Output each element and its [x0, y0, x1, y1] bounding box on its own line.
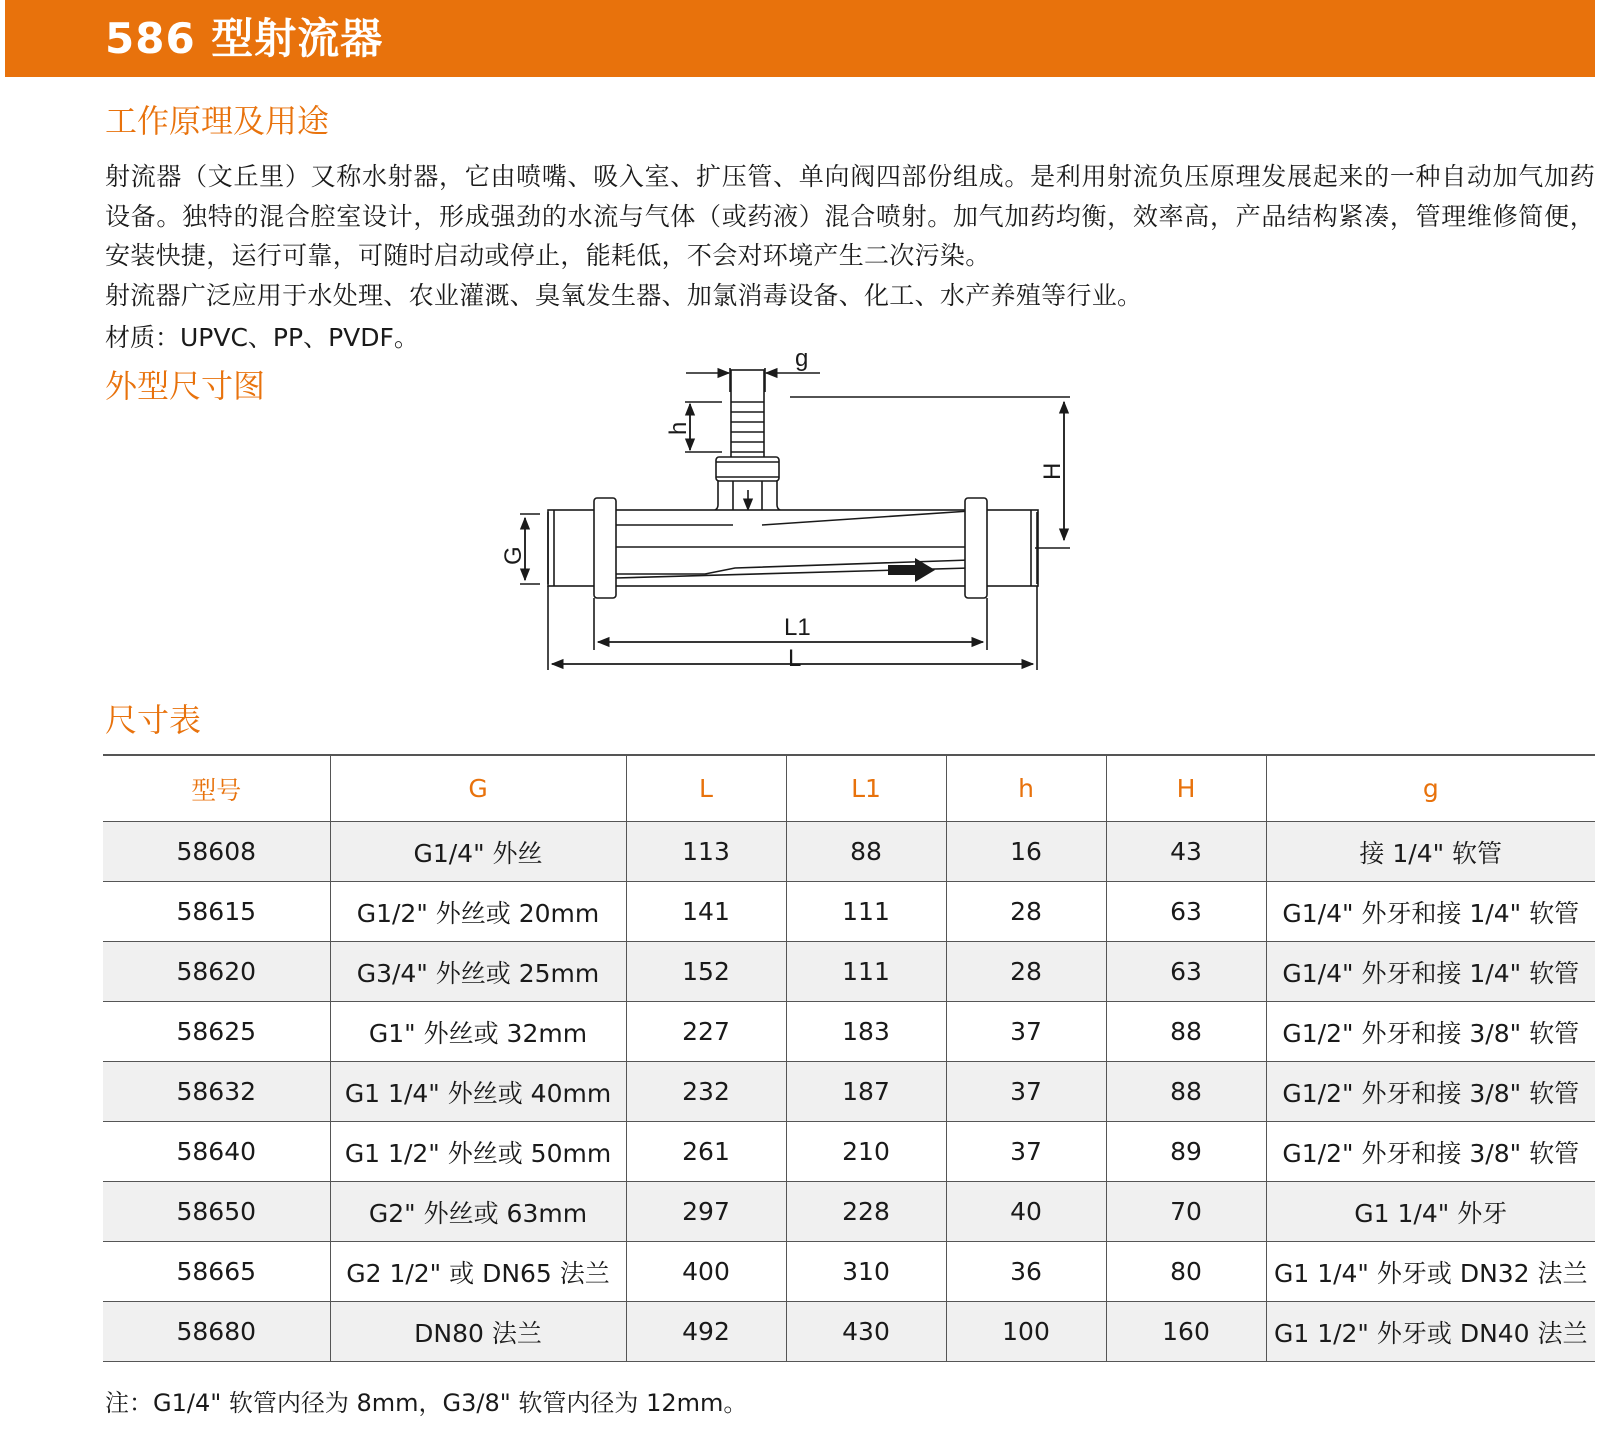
cell-G: G1" 外丝或 32mm — [330, 1002, 626, 1062]
cell-model: 58615 — [103, 882, 330, 942]
col-header-g: g — [1266, 755, 1595, 822]
cell-h: 37 — [946, 1002, 1106, 1062]
description-text — [105, 157, 1595, 315]
label-g: g — [795, 345, 809, 372]
cell-model: 58680 — [103, 1302, 330, 1362]
cell-L1: 111 — [786, 882, 946, 942]
cell-h: 28 — [946, 882, 1106, 942]
principle-heading: 工作原理及用途 — [105, 102, 330, 140]
cell-L: 152 — [626, 942, 786, 1002]
col-header-model: 型号 — [103, 755, 330, 822]
cell-g: G1/2" 外牙和接 3/8" 软管 — [1266, 1122, 1595, 1182]
col-header-L: L — [626, 755, 786, 822]
cell-G: G3/4" 外丝或 25mm — [330, 942, 626, 1002]
table-row — [103, 882, 1595, 942]
cell-model: 58632 — [103, 1062, 330, 1122]
cell-L: 141 — [626, 882, 786, 942]
cell-model: 58625 — [103, 1002, 330, 1062]
table-header-row — [103, 755, 1595, 822]
cell-L1: 310 — [786, 1242, 946, 1302]
cell-L: 297 — [626, 1182, 786, 1242]
cell-H: 63 — [1106, 882, 1266, 942]
footnote: 注：G1/4" 软管内径为 8mm，G3/8" 软管内径为 12mm。 — [105, 1389, 748, 1417]
cell-L1: 187 — [786, 1062, 946, 1122]
cell-h: 16 — [946, 822, 1106, 882]
cell-H: 70 — [1106, 1182, 1266, 1242]
label-G: G — [500, 546, 527, 565]
col-header-H: H — [1106, 755, 1266, 822]
col-header-h: h — [946, 755, 1106, 822]
label-L: L — [788, 645, 802, 672]
cell-g: G1 1/2" 外牙或 DN40 法兰 — [1266, 1302, 1595, 1362]
cell-L1: 88 — [786, 822, 946, 882]
cell-L: 232 — [626, 1062, 786, 1122]
cell-L1: 430 — [786, 1302, 946, 1362]
col-header-G: G — [330, 755, 626, 822]
cell-L1: 111 — [786, 942, 946, 1002]
cell-g: G1/4" 外牙和接 1/4" 软管 — [1266, 882, 1595, 942]
cell-L: 261 — [626, 1122, 786, 1182]
cell-G: G1 1/2" 外丝或 50mm — [330, 1122, 626, 1182]
cell-G: G1 1/4" 外丝或 40mm — [330, 1062, 626, 1122]
cell-g: G1 1/4" 外牙 — [1266, 1182, 1595, 1242]
cell-L1: 183 — [786, 1002, 946, 1062]
cell-G: G1/4" 外丝 — [330, 822, 626, 882]
cell-L1: 210 — [786, 1122, 946, 1182]
cell-h: 40 — [946, 1182, 1106, 1242]
cell-h: 36 — [946, 1242, 1106, 1302]
cell-H: 80 — [1106, 1242, 1266, 1302]
cell-g: G1/2" 外牙和接 3/8" 软管 — [1266, 1062, 1595, 1122]
cell-H: 88 — [1106, 1062, 1266, 1122]
cell-g: G1 1/4" 外牙或 DN32 法兰 — [1266, 1242, 1595, 1302]
label-h: h — [665, 421, 692, 435]
table-row — [103, 1242, 1595, 1302]
cell-L: 400 — [626, 1242, 786, 1302]
table-row — [103, 822, 1595, 882]
cell-L1: 228 — [786, 1182, 946, 1242]
col-header-L1: L1 — [786, 755, 946, 822]
cell-h: 100 — [946, 1302, 1106, 1362]
cell-model: 58608 — [103, 822, 330, 882]
table-row — [103, 1302, 1595, 1362]
size-table — [103, 754, 1595, 1362]
cell-G: G2" 外丝或 63mm — [330, 1182, 626, 1242]
cell-h: 37 — [946, 1122, 1106, 1182]
table-row — [103, 1062, 1595, 1122]
cell-h: 37 — [946, 1062, 1106, 1122]
cell-G: DN80 法兰 — [330, 1302, 626, 1362]
description-paragraph-2: 射流器广泛应用于水处理、农业灌溉、臭氧发生器、加氯消毒设备、化工、水产养殖等行业。 — [105, 280, 1143, 310]
cell-g: 接 1/4" 软管 — [1266, 822, 1595, 882]
cell-G: G1/2" 外丝或 20mm — [330, 882, 626, 942]
cell-H: 160 — [1106, 1302, 1266, 1362]
table-row — [103, 1122, 1595, 1182]
cell-model: 58665 — [103, 1242, 330, 1302]
description-paragraph-1: 射流器（文丘里）又称水射器，它由喷嘴、吸入室、扩压管、单向阀四部份组成。是利用射流负压原理发展起来的一种自动加气加药设备。独特的混合腔室设计，形成强劲的水流与气体（或药液）混合喷射。加气加药均衡，效率高，产品结构紧凑，管理维修简便，安装快捷，运行可靠，可随时启动或停止，能耗低，不会对环境产生二次污染。 — [105, 162, 1595, 270]
table-row — [103, 1182, 1595, 1242]
size-table-heading: 尺寸表 — [105, 701, 202, 739]
cell-model: 58640 — [103, 1122, 330, 1182]
cell-model: 58620 — [103, 942, 330, 1002]
label-L1: L1 — [784, 614, 811, 641]
cell-L: 492 — [626, 1302, 786, 1362]
table-row — [103, 942, 1595, 1002]
material-text: 材质：UPVC、PP、PVDF。 — [105, 323, 419, 352]
dimension-drawing-heading: 外型尺寸图 — [105, 367, 266, 405]
cell-H: 88 — [1106, 1002, 1266, 1062]
label-H: H — [1039, 462, 1066, 480]
cell-h: 28 — [946, 942, 1106, 1002]
page-title: 586 型射流器 — [105, 14, 384, 63]
table-row — [103, 1002, 1595, 1062]
cell-L: 227 — [626, 1002, 786, 1062]
cell-L: 113 — [626, 822, 786, 882]
cell-model: 58650 — [103, 1182, 330, 1242]
cell-G: G2 1/2" 或 DN65 法兰 — [330, 1242, 626, 1302]
cell-H: 43 — [1106, 822, 1266, 882]
cell-H: 89 — [1106, 1122, 1266, 1182]
cell-g: G1/2" 外牙和接 3/8" 软管 — [1266, 1002, 1595, 1062]
cell-H: 63 — [1106, 942, 1266, 1002]
ejector-dimension-drawing — [490, 340, 1090, 685]
cell-g: G1/4" 外牙和接 1/4" 软管 — [1266, 942, 1595, 1002]
